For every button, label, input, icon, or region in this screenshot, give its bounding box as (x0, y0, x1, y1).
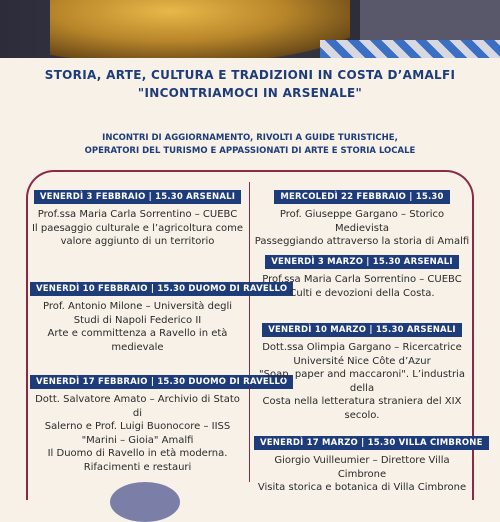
event-line: Dott. Salvatore Amato – Archivio di Stato di (35, 394, 240, 419)
subtitle-line-1: INCONTRI DI AGGIORNAMENTO, RIVOLTI A GUIDE TURISTICHE, (102, 133, 398, 143)
event-line: Prof. Giuseppe Gargano – Storico Medievista (279, 209, 445, 234)
event-card (254, 184, 470, 249)
event-line: Rifacimenti e restauri (83, 461, 192, 473)
event-line: Prof.ssa Maria Carla Sorrentino – CUEBC (37, 209, 238, 220)
event-line: Visita storica e botanica di Villa Cimbrone (257, 482, 467, 493)
event-date-header: VENERDÌ 3 FEBBRAIO | 15.30 ARSENALI (34, 190, 241, 204)
event-card (30, 369, 288, 474)
event-line: Prof. Antonio Milone – Università degli (42, 301, 233, 312)
event-date-header: VENERDÌ 17 MARZO | 15.30 VILLA CIMBRONE (254, 436, 489, 450)
hero-pattern (320, 40, 500, 58)
page-subtitle (0, 132, 500, 158)
event-date-header: VENERDÌ 10 FEBBRAIO | 15.30 DUOMO DI RAVELLO (30, 282, 293, 296)
event-card (254, 430, 483, 495)
event-line: "Marini – Gioia" Amalfi (81, 434, 194, 446)
event-line: Université Nice Côte d’Azur (293, 355, 431, 367)
hero-background-panel (360, 0, 500, 40)
event-date-header: VENERDÌ 10 MARZO | 15.30 ARSENALI (262, 323, 462, 337)
event-line: Giorgio Vuilleumier – Direttore Villa Cimbrone (274, 455, 450, 480)
event-line: Passeggiando attraverso la storia di Amalfi (254, 236, 470, 247)
event-card (254, 317, 470, 422)
hero-image (0, 0, 500, 58)
event-line: secolo. (344, 409, 380, 421)
event-date-header: VENERDÌ 17 FEBBRAIO | 15.30 DUOMO DI RAVELLO (30, 375, 293, 389)
event-line: valore aggiunto di un territorio (60, 236, 215, 247)
event-line: Dott.ssa Olimpia Gargano – Ricercatrice (262, 342, 462, 353)
event-line: "Soap, paper and maccaroni". L’industria della (259, 369, 465, 394)
event-card (30, 184, 245, 249)
event-line: Il Duomo di Ravello in età moderna. (47, 448, 228, 459)
page-title (0, 66, 500, 102)
golden-sculpture-image (50, 0, 350, 58)
event-date-header: MERCOLEDÌ 22 FEBBRAIO | 15.30 (274, 190, 449, 204)
event-line: Costa nella letteratura straniera del XIX (262, 396, 462, 407)
event-date-header: VENERDÌ 3 MARZO | 15.30 ARSENALI (265, 255, 458, 269)
event-line: Arte e committenza a Ravello in età (47, 328, 228, 339)
subtitle-line-2: OPERATORI DEL TURISMO E APPASSIONATI DI ARTE E STORIA LOCALE (84, 146, 416, 156)
event-line: medievale (111, 341, 164, 353)
event-line: Studi di Napoli Federico II (73, 314, 202, 326)
decorative-circle (110, 482, 180, 522)
event-card (30, 276, 288, 354)
event-line: Prof.ssa Maria Carla Sorrentino – CUEBC (262, 274, 462, 285)
title-line-1: STORIA, ARTE, CULTURA E TRADIZIONI IN COSTA D’AMALFI (44, 68, 456, 82)
event-line: Il paesaggio culturale e l’agricoltura come (31, 222, 244, 234)
event-card (254, 249, 470, 300)
event-line: Culti e devozioni della Costa. (289, 287, 435, 299)
event-line: Salerno e Prof. Luigi Buonocore – IISS (44, 421, 231, 432)
column-divider (249, 182, 250, 482)
title-line-2: "INCONTRIAMOCI IN ARSENALE" (137, 86, 363, 100)
